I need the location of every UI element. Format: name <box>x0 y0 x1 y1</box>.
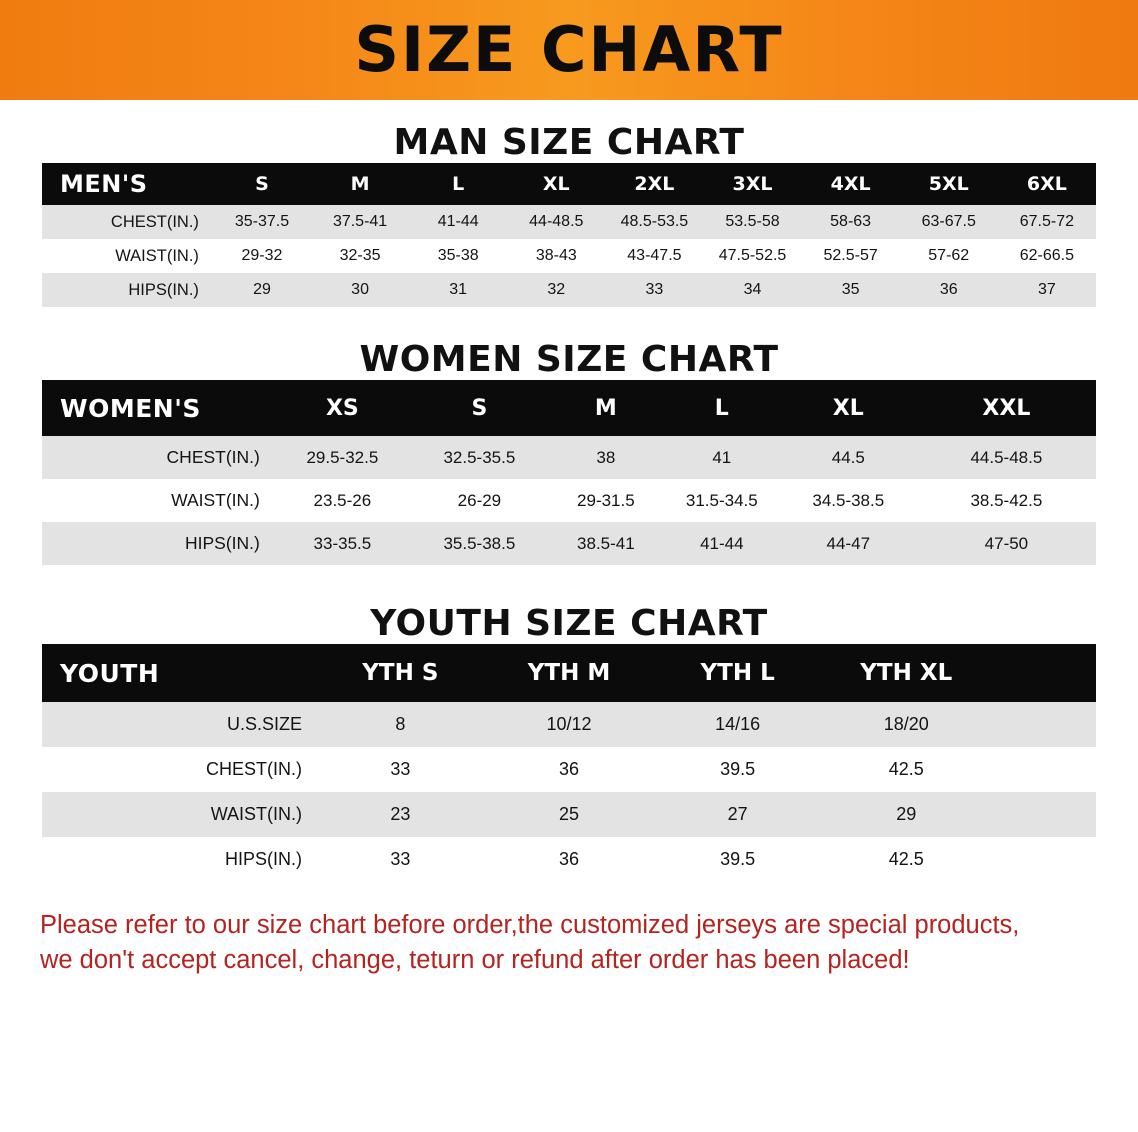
men-table-wrap <box>42 163 1096 307</box>
women-hips-s: 35.5-38.5 <box>411 522 548 565</box>
women-chest-xxl: 44.5-48.5 <box>917 436 1096 479</box>
women-row-hips-label: HIPS(IN.) <box>42 522 274 565</box>
men-waist-l: 35-38 <box>409 239 507 273</box>
page-title: SIZE CHART <box>354 13 784 86</box>
order-policy-note <box>40 908 1098 978</box>
table-row <box>42 792 1096 837</box>
youth-header-xl: YTH XL <box>822 644 991 702</box>
men-waist-m: 32-35 <box>311 239 409 273</box>
women-chest-m: 38 <box>548 436 664 479</box>
men-section-heading: MAN SIZE CHART <box>393 122 745 163</box>
youth-chest-spacer <box>991 747 1096 792</box>
men-size-table <box>42 163 1096 307</box>
men-waist-4xl: 52.5-57 <box>802 239 900 273</box>
youth-waist-spacer <box>991 792 1096 837</box>
youth-hips-spacer <box>991 837 1096 882</box>
women-hips-xxl: 47-50 <box>917 522 1096 565</box>
men-header-m: M <box>311 163 409 205</box>
men-header-2xl: 2XL <box>605 163 703 205</box>
youth-row-chest-label: CHEST(IN.) <box>42 747 316 792</box>
women-header-m: M <box>548 380 664 436</box>
men-chest-l: 41-44 <box>409 205 507 239</box>
men-waist-6xl: 62-66.5 <box>998 239 1096 273</box>
men-header-label: MEN'S <box>42 163 213 205</box>
youth-hips-s: 33 <box>316 837 485 882</box>
table-row <box>42 702 1096 747</box>
women-table-wrap <box>42 380 1096 565</box>
women-waist-m: 29-31.5 <box>548 479 664 522</box>
men-row-waist-label: WAIST(IN.) <box>42 239 213 273</box>
youth-waist-m: 25 <box>485 792 654 837</box>
table-row <box>42 273 1096 307</box>
men-hips-m: 30 <box>311 273 409 307</box>
youth-size-table <box>42 644 1096 882</box>
women-waist-xs: 23.5-26 <box>274 479 411 522</box>
youth-header-spacer <box>991 644 1096 702</box>
men-header-xl: XL <box>507 163 605 205</box>
youth-hips-xl: 42.5 <box>822 837 991 882</box>
women-row-waist-label: WAIST(IN.) <box>42 479 274 522</box>
men-waist-2xl: 43-47.5 <box>605 239 703 273</box>
women-size-table <box>42 380 1096 565</box>
youth-table-wrap <box>42 644 1096 882</box>
men-waist-s: 29-32 <box>213 239 311 273</box>
women-hips-m: 38.5-41 <box>548 522 664 565</box>
men-hips-6xl: 37 <box>998 273 1096 307</box>
table-row <box>42 747 1096 792</box>
men-chest-s: 35-37.5 <box>213 205 311 239</box>
men-chest-m: 37.5-41 <box>311 205 409 239</box>
table-row <box>42 479 1096 522</box>
youth-header-m: YTH M <box>485 644 654 702</box>
youth-hips-l: 39.5 <box>653 837 822 882</box>
page-banner <box>0 0 1138 100</box>
table-row <box>42 436 1096 479</box>
youth-chest-l: 39.5 <box>653 747 822 792</box>
women-chest-l: 41 <box>664 436 780 479</box>
youth-chest-s: 33 <box>316 747 485 792</box>
women-header-xxl: XXL <box>917 380 1096 436</box>
order-policy-note-line1: Please refer to our size chart before order,the customized jerseys are special products, <box>40 911 1020 939</box>
women-row-chest-label: CHEST(IN.) <box>42 436 274 479</box>
men-header-l: L <box>409 163 507 205</box>
women-header-xs: XS <box>274 380 411 436</box>
youth-section-heading: YOUTH SIZE CHART <box>370 603 768 644</box>
youth-ussize-m: 10/12 <box>485 702 654 747</box>
women-waist-xl: 34.5-38.5 <box>780 479 917 522</box>
youth-hips-m: 36 <box>485 837 654 882</box>
men-hips-l: 31 <box>409 273 507 307</box>
men-table-header-row <box>42 163 1096 205</box>
table-row <box>42 239 1096 273</box>
youth-chest-m: 36 <box>485 747 654 792</box>
women-header-s: S <box>411 380 548 436</box>
women-section-heading: WOMEN SIZE CHART <box>359 339 779 380</box>
men-chest-xl: 44-48.5 <box>507 205 605 239</box>
women-waist-xxl: 38.5-42.5 <box>917 479 1096 522</box>
youth-row-hips-label: HIPS(IN.) <box>42 837 316 882</box>
youth-waist-xl: 29 <box>822 792 991 837</box>
youth-header-s: YTH S <box>316 644 485 702</box>
men-hips-5xl: 36 <box>900 273 998 307</box>
men-chest-3xl: 53.5-58 <box>703 205 801 239</box>
youth-header-l: YTH L <box>653 644 822 702</box>
women-waist-s: 26-29 <box>411 479 548 522</box>
men-hips-4xl: 35 <box>802 273 900 307</box>
women-hips-xs: 33-35.5 <box>274 522 411 565</box>
youth-table-header-row <box>42 644 1096 702</box>
men-hips-2xl: 33 <box>605 273 703 307</box>
men-waist-xl: 38-43 <box>507 239 605 273</box>
men-row-hips-label: HIPS(IN.) <box>42 273 213 307</box>
men-chest-4xl: 58-63 <box>802 205 900 239</box>
men-waist-5xl: 57-62 <box>900 239 998 273</box>
table-row <box>42 522 1096 565</box>
men-row-chest-label: CHEST(IN.) <box>42 205 213 239</box>
women-header-label: WOMEN'S <box>42 380 274 436</box>
men-header-4xl: 4XL <box>802 163 900 205</box>
men-header-s: S <box>213 163 311 205</box>
men-chest-2xl: 48.5-53.5 <box>605 205 703 239</box>
men-hips-s: 29 <box>213 273 311 307</box>
women-chest-xs: 29.5-32.5 <box>274 436 411 479</box>
men-header-3xl: 3XL <box>703 163 801 205</box>
youth-waist-s: 23 <box>316 792 485 837</box>
women-table-header-row <box>42 380 1096 436</box>
women-chest-xl: 44.5 <box>780 436 917 479</box>
women-chest-s: 32.5-35.5 <box>411 436 548 479</box>
youth-waist-l: 27 <box>653 792 822 837</box>
women-hips-l: 41-44 <box>664 522 780 565</box>
youth-ussize-l: 14/16 <box>653 702 822 747</box>
table-row <box>42 205 1096 239</box>
men-hips-3xl: 34 <box>703 273 801 307</box>
youth-ussize-s: 8 <box>316 702 485 747</box>
order-policy-note-line2: we don't accept cancel, change, teturn or refund after order has been placed! <box>40 946 910 975</box>
youth-header-label: YOUTH <box>42 644 316 702</box>
women-hips-xl: 44-47 <box>780 522 917 565</box>
men-chest-6xl: 67.5-72 <box>998 205 1096 239</box>
table-row <box>42 837 1096 882</box>
men-waist-3xl: 47.5-52.5 <box>703 239 801 273</box>
youth-row-waist-label: WAIST(IN.) <box>42 792 316 837</box>
youth-ussize-spacer <box>991 702 1096 747</box>
youth-row-ussize-label: U.S.SIZE <box>42 702 316 747</box>
women-header-l: L <box>664 380 780 436</box>
youth-chest-xl: 42.5 <box>822 747 991 792</box>
men-header-6xl: 6XL <box>998 163 1096 205</box>
women-waist-l: 31.5-34.5 <box>664 479 780 522</box>
men-hips-xl: 32 <box>507 273 605 307</box>
women-header-xl: XL <box>780 380 917 436</box>
men-header-5xl: 5XL <box>900 163 998 205</box>
youth-ussize-xl: 18/20 <box>822 702 991 747</box>
men-chest-5xl: 63-67.5 <box>900 205 998 239</box>
